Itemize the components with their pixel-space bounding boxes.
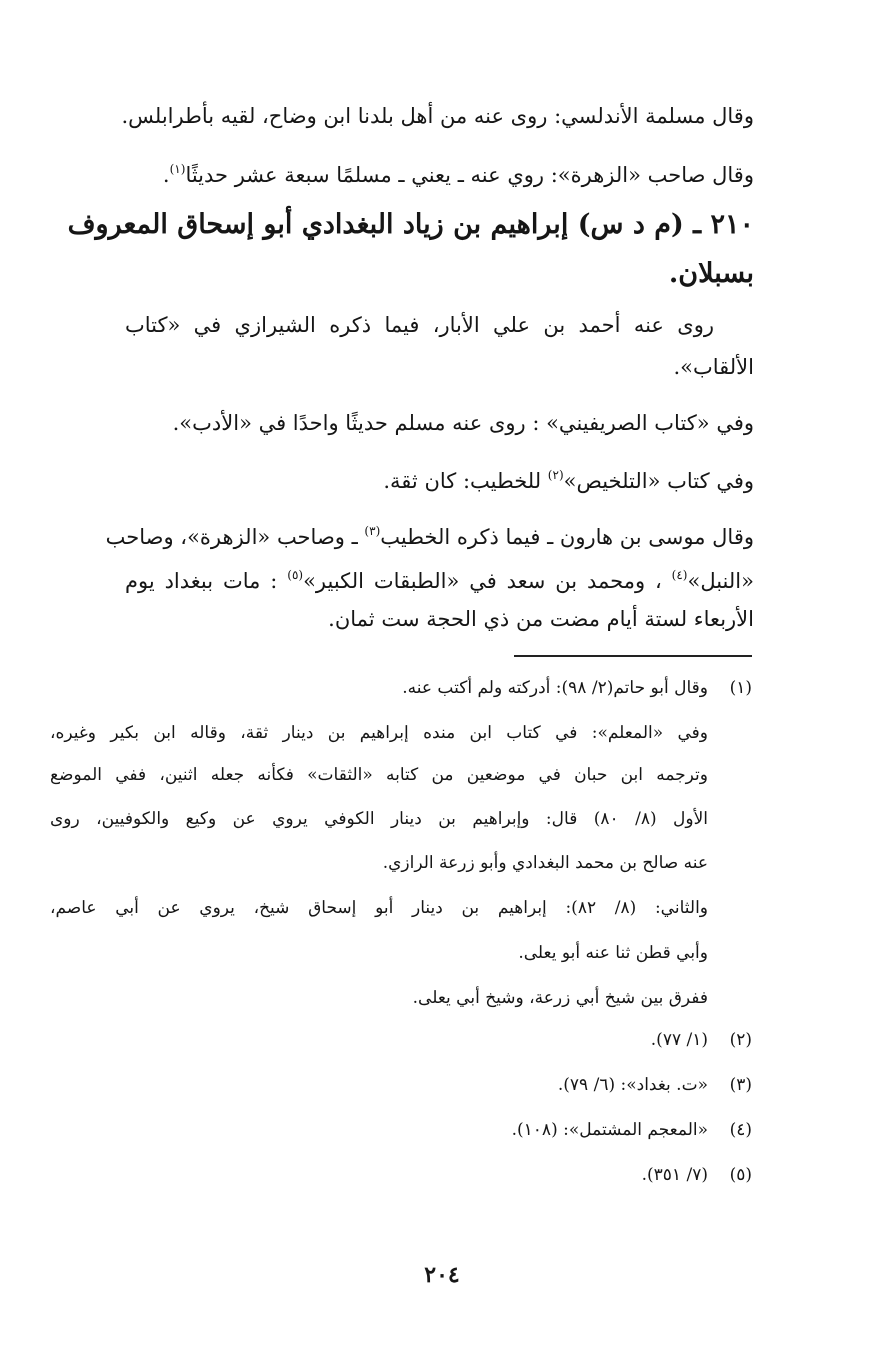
footnote-ref-5: (٥) [287, 568, 304, 582]
footnote-3-text: «ت. بغداد»: (٦/ ٧٩). [557, 1075, 708, 1095]
page-number: ٢٠٤ [424, 1262, 460, 1288]
main-text [67, 0, 754, 660]
paragraph-musa-line-2-c: : مات ببغداد يوم [125, 569, 288, 593]
footnote-1-line-8: ففرق بين شيخ أبي زرعة، وشيخ أبي يعلى. [412, 988, 708, 1008]
footnote-1-line-3: وترجمه ابن حبان في موضعين من كتابه «الثقات» فكأنه جعله اثنين، ففي الموضع [50, 765, 708, 785]
paragraph-zahra [130, 154, 754, 190]
entry-heading-line-2: بسبلان. [668, 258, 754, 289]
paragraph-talkhis-b: للخطيب: كان ثقة. [383, 469, 548, 493]
footnote-1-line-2: وفي «المعلم»: في كتاب ابن منده إبراهيم بن دينار ثقة، وقاله ابن بكير وغيره، [50, 723, 708, 743]
paragraph-musa-line-3: الأربعاء لستة أيام مضت من ذي الحجة ست ثمان. [328, 607, 754, 631]
footnote-ref-1: (١) [169, 162, 186, 176]
footnote-1-line-7: وأبي قطن ثنا عنه أبو يعلى. [518, 943, 708, 963]
paragraph-maslama: وقال مسلمة الأندلسي: روى عنه من أهل بلدنا ابن وضاح، لقيه بأطرابلس. [121, 104, 754, 128]
footnote-1-text: وقال أبو حاتم(٢/ ٩٨): أدركته ولم أكتب عنه. [402, 678, 708, 698]
footnote-1-line-5: عنه صالح بن محمد البغدادي وأبو زرعة الرازي. [382, 853, 708, 873]
paragraph-abbar-line-1: روى عنه أحمد بن علي الأبار، فيما ذكره الشيرازي في «كتاب [125, 313, 714, 337]
entry-heading-line-1: ٢١٠ ـ (م د س) إبراهيم بن زياد البغدادي أبو إسحاق المعروف [67, 209, 754, 240]
footnote-4 [512, 1117, 752, 1143]
footnote-ref-3: (٣) [364, 524, 381, 538]
footnote-separator [514, 655, 752, 657]
footnote-2 [651, 1027, 752, 1053]
footnote-4-text: «المعجم المشتمل»: (١٠٨). [511, 1120, 708, 1140]
footnote-3 [558, 1072, 752, 1098]
footnote-2-number: (٢) [729, 1030, 752, 1050]
footnote-5-text: (٧/ ٣٥١). [641, 1165, 708, 1185]
paragraph-sarifini: وفي «كتاب الصريفيني» : روى عنه مسلم حديثًا واحدًا في «الأدب». [172, 411, 754, 435]
paragraph-abbar-line-2: الألقاب». [673, 355, 754, 379]
paragraph-musa-line-1-a: وقال موسى بن هارون ـ فيما ذكره الخطيب [380, 525, 754, 549]
footnote-5 [642, 1162, 752, 1188]
footnote-1-number: (١) [729, 678, 752, 698]
footnote-2-text: (١/ ٧٧). [650, 1030, 708, 1050]
footnote-ref-2: (٢) [547, 468, 564, 482]
paragraph-musa-line-2-b: ، ومحمد بن سعد في «الطبقات الكبير» [303, 569, 672, 593]
paragraph-zahra-text: وقال صاحب «الزهرة»: روي عنه ـ يعني ـ مسلمًا سبعة عشر حديثًا [185, 163, 754, 187]
paragraph-musa-line-1-b: ـ وصاحب «الزهرة»، وصاحب [105, 525, 365, 549]
footnote-3-number: (٣) [729, 1075, 752, 1095]
footnote-4-number: (٤) [729, 1120, 752, 1140]
paragraph-talkhis-a: وفي كتاب «التلخيص» [563, 469, 754, 493]
paragraph-talkhis [130, 460, 754, 496]
footnote-1-line-4: الأول (٨/ ٨٠) قال: وإبراهيم بن دينار الكوفي يروي عن وكيع والكوفيين، روى [50, 809, 709, 829]
footnote-1 [402, 675, 752, 701]
paragraph-musa-line-2 [125, 560, 754, 596]
paragraph-musa-line-2-a: «النبل» [687, 569, 754, 593]
paragraph-musa-line-1 [105, 516, 754, 552]
footnote-1-line-6: والثاني: (٨/ ٨٢): إبراهيم بن دينار أبو إسحاق شيخ، يروي عن أبي عاصم، [50, 898, 708, 918]
footnote-5-number: (٥) [729, 1165, 752, 1185]
footnote-ref-4: (٤) [671, 568, 688, 582]
paragraph-zahra-end: . [162, 163, 170, 187]
